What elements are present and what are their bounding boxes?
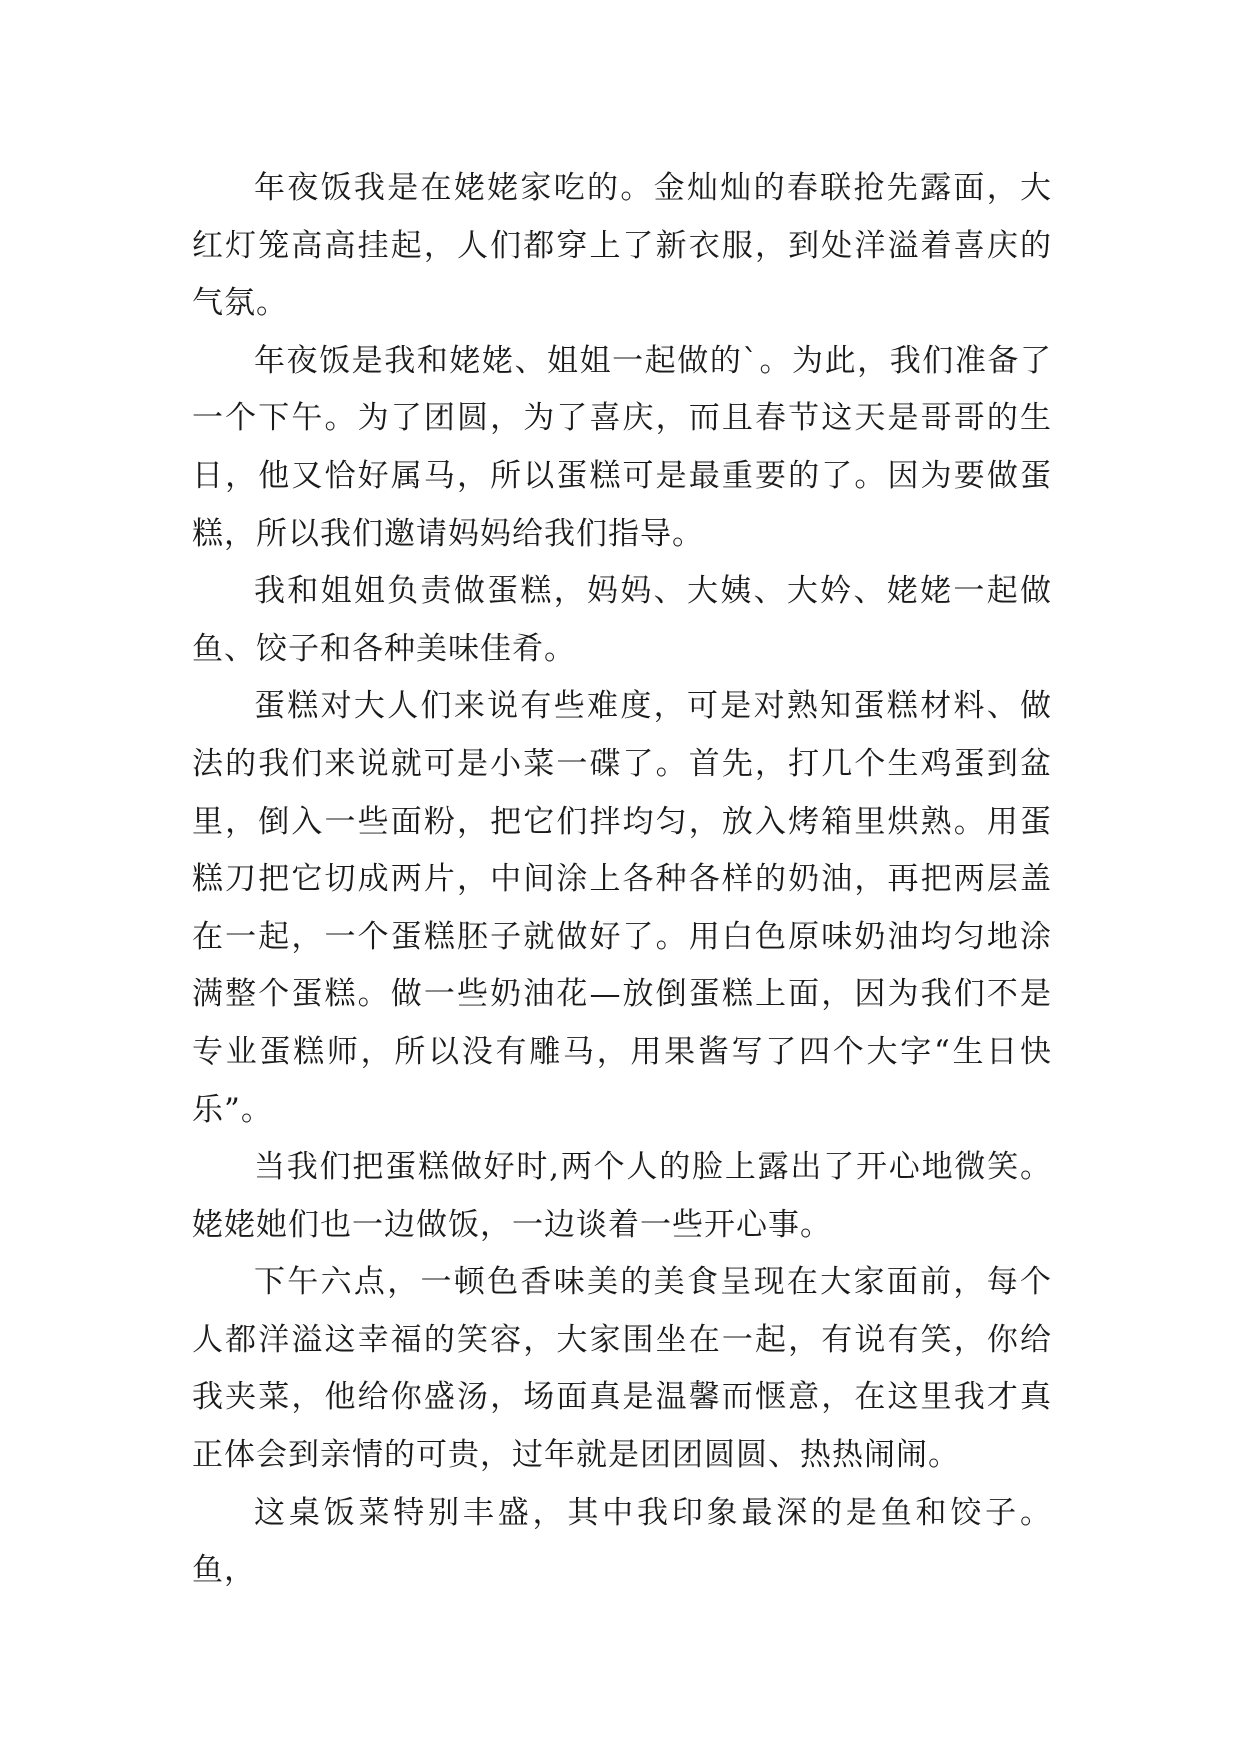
paragraph: 这桌饭菜特别丰盛，其中我印象最深的是鱼和饺子。鱼， (192, 1494, 1052, 1589)
document-body (192, 160, 1052, 1600)
paragraph: 年夜饭我是在姥姥家吃的。金灿灿的春联抢先露面，大红灯笼高高挂起，人们都穿上了新衣服，到处洋溢着喜庆的气氛。 (192, 170, 1052, 322)
paragraph: 蛋糕对大人们来说有些难度，可是对熟知蛋糕材料、做法的我们来说就可是小菜一碟了。首先，打几个生鸡蛋到盆里，倒入一些面粉，把它们拌均匀，放入烤箱里烘熟。用蛋糕刀把它切成两片，中间涂上各种各样的奶油，再把两层盖在一起，一个蛋糕胚子就做好了。用白色原味奶油均匀地涂满整个蛋糕。做一些奶油花—放倒蛋糕上面，因为我们不是专业蛋糕师，所以没有雕马，用果酱写了四个大字“生日快乐”。 (192, 688, 1052, 1128)
paragraph: 下午六点，一顿色香味美的美食呈现在大家面前，每个人都洋溢这幸福的笑容，大家围坐在一起，有说有笑，你给我夹菜，他给你盛汤，场面真是温馨而惬意，在这里我才真正体会到亲情的可贵，过年就是团团圆圆、热热闹闹。 (192, 1264, 1052, 1474)
paragraph: 我和姐姐负责做蛋糕，妈妈、大姨、大妗、姥姥一起做鱼、饺子和各种美味佳肴。 (192, 573, 1052, 667)
paragraph: 年夜饭是我和姥姥、姐姐一起做的`。为此，我们准备了一个下午。为了团圆，为了喜庆，而且春节这天是哥哥的生日，他又恰好属马，所以蛋糕可是最重要的了。因为要做蛋糕，所以我们邀请妈妈给我们指导。 (192, 342, 1052, 552)
paragraph: 当我们把蛋糕做好时,两个人的脸上露出了开心地微笑。姥姥她们也一边做饭，一边谈着一些开心事。 (192, 1149, 1052, 1243)
